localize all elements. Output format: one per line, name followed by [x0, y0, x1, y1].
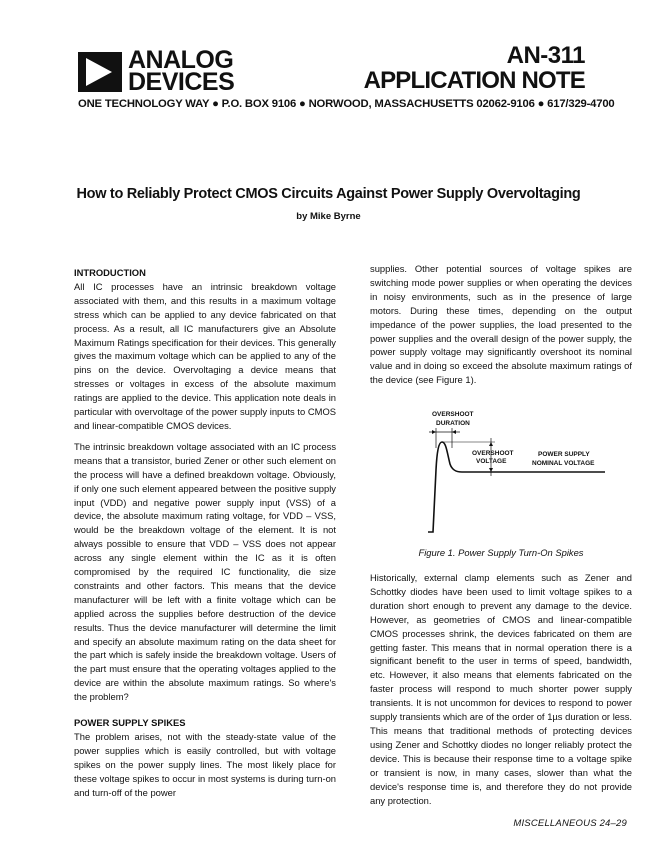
label-power-supply-2: NOMINAL VOLTAGE [532, 460, 595, 467]
analog-devices-logo [78, 46, 248, 98]
figure-1 [420, 408, 635, 538]
right-column-bottom [370, 571, 632, 814]
label-overshoot-duration-2: DURATION [436, 420, 470, 427]
company-address: ONE TECHNOLOGY WAY ● P.O. BOX 9106 ● NORWOOD, MASSACHUSETTS 02062-9106 ● 617/329-4700 [78, 98, 615, 110]
left-column [74, 266, 336, 807]
historical-paragraph: Historically, external clamp elements such as Zener and Schottky diodes have been used to limit voltage spikes to a duration short enough to prevent any damage to the device. However, as geometries of CMOS and linear-compatible CMOS processes shrink, the devices fabricated on them are getting faster. This means that in normal operation there is a significant benefit to the user in terms of speed, bandwidth, etc. However, it also means that elements fabricated on the faster process will respond to much shorter power supply transients. It is not uncommon for devices to respond to power supply transients which are of the order of 1µs duration or less. This means that traditional methods of protecting devices using Zener and Schottky diodes no longer reliably protect the device. This is because their response time to a voltage spike or transient is now, in many cases, slower than what the device's response time is, and therefore they do not provide any protection. [370, 572, 632, 806]
figure-1-caption: Figure 1. Power Supply Turn-On Spikes [418, 547, 584, 558]
spikes-paragraph-1: The problem arises, not with the steady-state value of the power supplies which is easily controlled, but with voltage spikes on the power supply lines. The most likely place for these voltage spikes to occur in most systems is during turn-on and turn-off of the power [74, 731, 336, 798]
page-footer: MISCELLANEOUS 24–29 [513, 818, 627, 829]
logo-triangle-icon [78, 52, 122, 92]
intro-paragraph-1: All IC processes have an intrinsic breakdown voltage associated with them, and this results in a maximum voltage stress which can be applied to any device fabricated on that process. As a result, all IC manufacturers give an Absolute Maximum Ratings specification for their devices. This generally gives the maximum voltage which can be applied to any of the pins on the device. Overvoltaging a device means that stresses or voltages in excess of the absolute maximum ratings are applied to the device. This application note deals in particular with overvoltage of the power supply inputs to CMOS and linear-compatible CMOS devices. [74, 280, 336, 431]
figure-1-graphic [420, 408, 635, 538]
label-overshoot-voltage-1: OVERSHOOT [472, 450, 514, 457]
logo-text [128, 46, 235, 96]
article-title: How to Reliably Protect CMOS Circuits Against Power Supply Overvoltaging [76, 186, 581, 202]
logo-line-2: DEVICES [128, 68, 235, 96]
application-note-number: AN-311 [506, 42, 585, 69]
article-author: by Mike Byrne [296, 211, 361, 222]
intro-paragraph-2: The intrinsic breakdown voltage associated with an IC process means that a transistor, buried Zener or other such element on the process will have a defined breakdown voltage. Obviously, if only one such element appeared between the positive supply input (VDD) and negative power supply input (VSS) of a device, the absolute maximum rating voltage, for VDD – VSS, would be the breakdown voltage of the element. It is not always possible to ensure that VDD – VSS does not appear across any single element within the IC as it is often compromised by the required IC functionality, die size constraints and other factors. This means that the device manufacturer will be left with a finite voltage which can be applied across the supplies before destruction of the device results. Thus the device manufacturer will determine the limit and specify an absolute maximum rating on the data sheet for the part which is safely inside the breakdown voltage. Users of the part must ensure that the operating voltages applied to the device are within the absolute maximum ratings. So where's the problem? [74, 440, 336, 703]
spikes-paragraph-2: supplies. Other potential sources of voltage spikes are switching mode power supplies or when operating the devices in noisy environments, such as in the presence of large motors. During these times, depending on the output impedance of the power supplies, the load presented to the power supplies and the overall design of the power supply, the power supply voltage may significantly overshoot its nominal value and in doing so exceed the absolute maximum ratings of the device (see Figure 1). [370, 263, 632, 386]
label-power-supply-1: POWER SUPPLY [538, 451, 590, 458]
section-heading-introduction: INTRODUCTION [74, 267, 146, 278]
right-column-top [370, 262, 632, 394]
label-overshoot-duration-1: OVERSHOOT [432, 411, 474, 418]
application-note-label: APPLICATION NOTE [363, 67, 585, 94]
section-heading-power-supply-spikes: POWER SUPPLY SPIKES [74, 717, 186, 729]
logo-line-1: ANALOG [128, 46, 234, 74]
label-overshoot-voltage-2: VOLTAGE [476, 458, 507, 465]
